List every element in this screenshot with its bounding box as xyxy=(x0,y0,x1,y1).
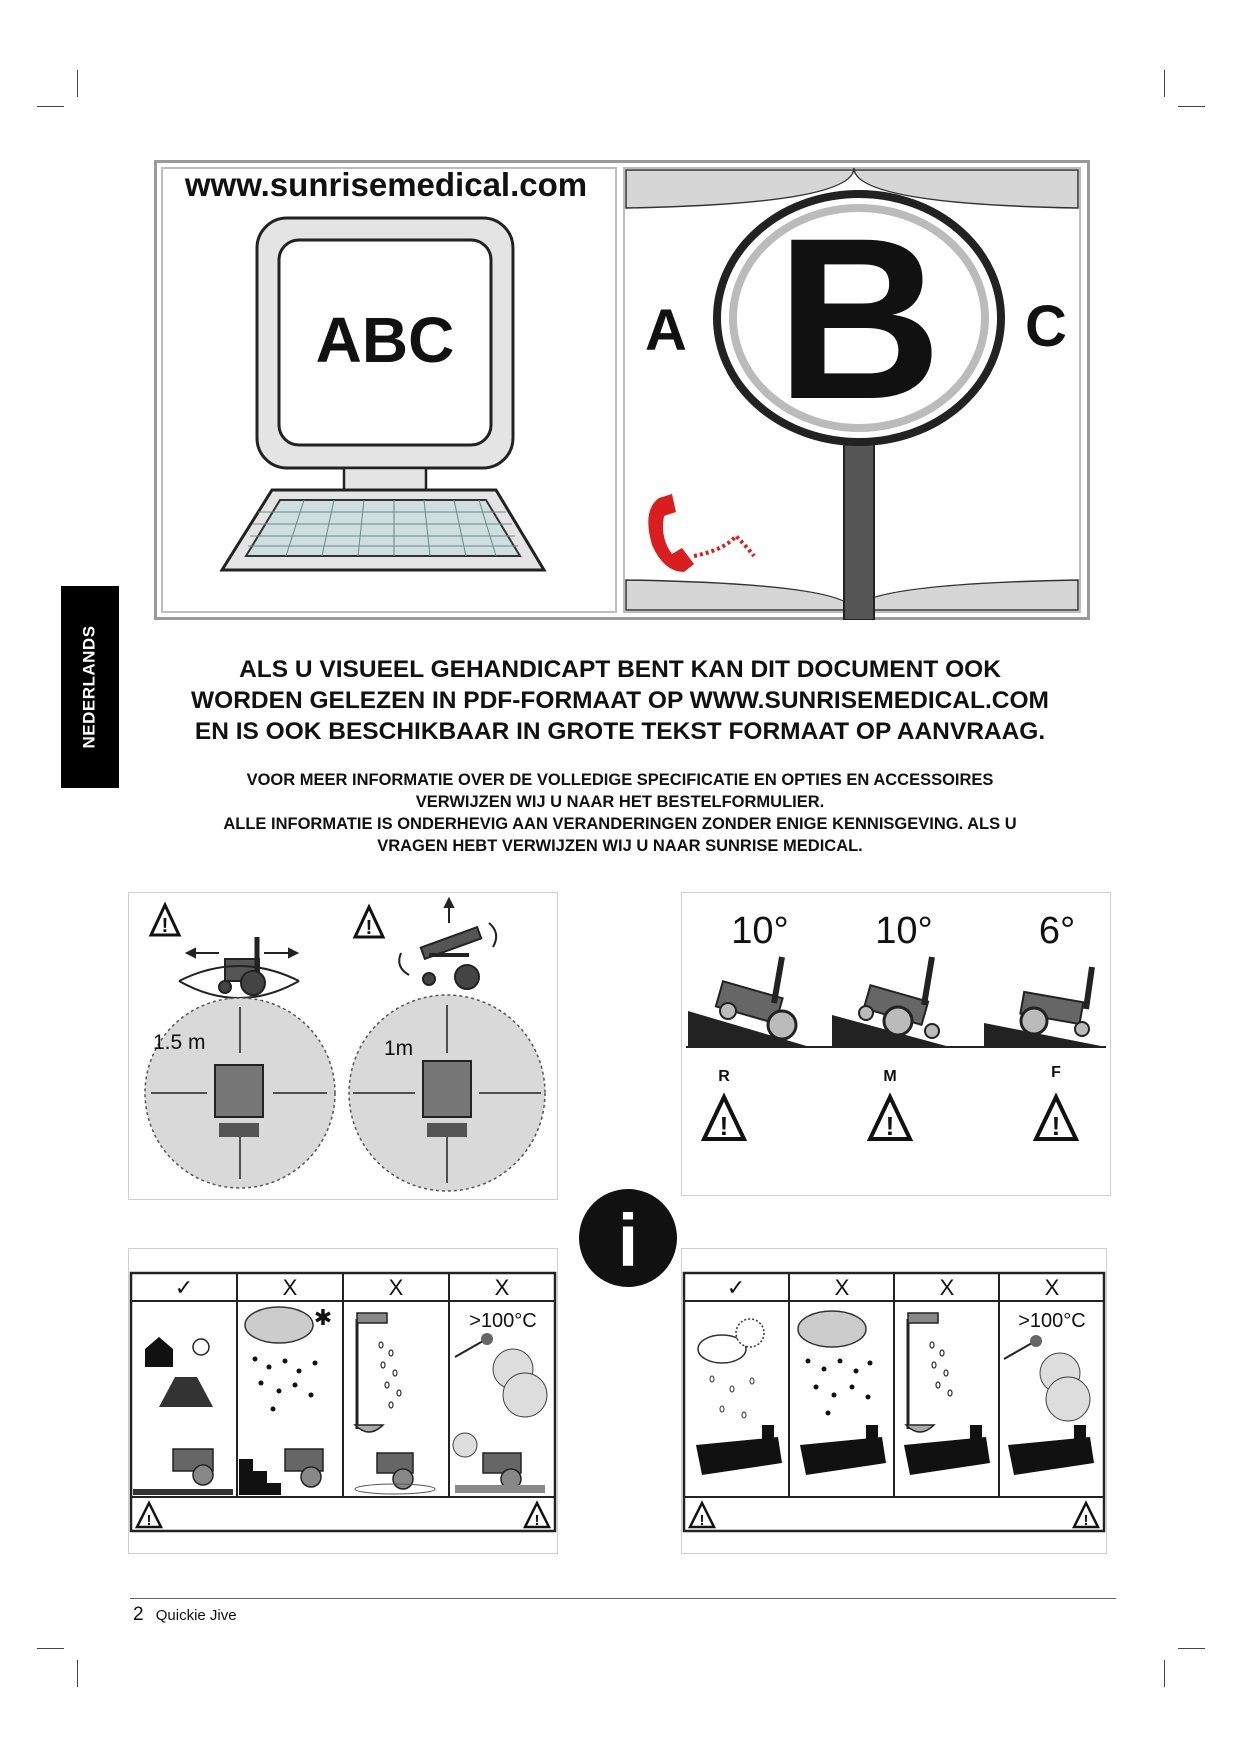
warning-icon xyxy=(704,1097,744,1141)
slope-angle: 10° xyxy=(875,910,933,952)
svg-text:!: ! xyxy=(161,915,169,937)
page-footer xyxy=(133,1604,237,1626)
svg-text:!: ! xyxy=(1051,1111,1061,1141)
information-notice xyxy=(130,769,1110,857)
letter-b: B xyxy=(775,190,943,447)
warning-icon xyxy=(151,905,179,937)
magnifier-icon xyxy=(624,168,1080,620)
info-symbol: i xyxy=(617,1199,639,1282)
crop-mark-top-left-h xyxy=(37,106,64,107)
notice-line: WORDEN GELEZEN IN PDF-FORMAAT OP WWW.SUNRISEMEDICAL.COM xyxy=(191,687,1049,714)
warning-icon xyxy=(1036,1097,1076,1141)
forbidden-mark: X xyxy=(939,1275,955,1300)
computer-icon xyxy=(162,166,616,612)
crop-mark-top-left-v xyxy=(77,70,78,97)
allowed-mark: ✓ xyxy=(726,1275,746,1300)
website-url: www.sunrisemedical.com xyxy=(184,166,588,203)
notice-line: ALS U VISUEEL GEHANDICAPT BENT KAN DIT DOCUMENT OOK xyxy=(239,656,1001,683)
info-line: VRAGEN HEBT VERWIJZEN WIJ U NAAR SUNRISE MEDICAL. xyxy=(377,837,863,855)
forbidden-mark: X xyxy=(1044,1275,1060,1300)
slope-wheelchair-rear xyxy=(688,957,810,1047)
language-tab xyxy=(61,586,119,788)
temperature-label: >100°C xyxy=(469,1310,537,1332)
slope-wheelchair-front xyxy=(984,967,1106,1047)
forbidden-mark: X xyxy=(388,1275,404,1300)
svg-text:!: ! xyxy=(719,1111,729,1141)
footer-divider xyxy=(130,1598,1116,1599)
info-icon xyxy=(578,1188,678,1288)
letter-c: C xyxy=(1025,294,1067,359)
svg-text:!: ! xyxy=(534,1512,540,1529)
screen-text: ABC xyxy=(315,304,455,376)
info-line: ALLE INFORMATIE IS ONDERHEVIG AAN VERANDERINGEN ZONDER ENIGE KENNISGEVING. ALS U xyxy=(223,815,1017,833)
forbidden-mark: X xyxy=(834,1275,850,1300)
slope-panel xyxy=(681,892,1111,1196)
drive-label-f: F xyxy=(1051,1064,1061,1081)
svg-text:!: ! xyxy=(885,1111,895,1141)
product-name: Quickie Jive xyxy=(155,1607,237,1624)
svg-text:!: ! xyxy=(146,1512,152,1529)
forbidden-mark: X xyxy=(494,1275,510,1300)
slope-angle: 10° xyxy=(731,910,789,952)
crop-mark-bottom-right-v xyxy=(1164,1660,1165,1687)
language-tab-label: NEDERLANDS xyxy=(80,625,99,749)
svg-text:✱: ✱ xyxy=(313,1305,333,1330)
crop-mark-top-right-h xyxy=(1178,106,1205,107)
drive-label-r: R xyxy=(718,1068,730,1085)
warning-icon xyxy=(355,907,383,939)
radius-label-small: 1m xyxy=(384,1037,414,1060)
accessibility-figure xyxy=(154,160,1090,620)
info-line: VERWIJZEN WIJ U NAAR HET BESTELFORMULIER. xyxy=(415,793,825,811)
page-number: 2 xyxy=(133,1604,144,1625)
svg-text:!: ! xyxy=(1083,1512,1089,1529)
turning-circle-small xyxy=(349,995,545,1191)
temperature-label: >100°C xyxy=(1018,1310,1086,1332)
turning-circle-large xyxy=(145,998,335,1188)
notice-line: EN IS OOK BESCHIKBAAR IN GROTE TEKST FORMAAT OP AANVRAAG. xyxy=(194,718,1046,745)
radius-label-large: 1.5 m xyxy=(153,1031,206,1054)
slope-wheelchair-mid xyxy=(832,957,950,1047)
crop-mark-bottom-left-h xyxy=(37,1648,64,1649)
turning-radius-panel xyxy=(128,892,558,1200)
svg-text:!: ! xyxy=(699,1512,705,1529)
crop-mark-bottom-right-h xyxy=(1178,1648,1205,1649)
forbidden-mark: X xyxy=(282,1275,298,1300)
svg-text:!: ! xyxy=(365,917,373,939)
wheelchair-reclining-icon xyxy=(399,899,496,989)
crop-mark-bottom-left-v xyxy=(77,1660,78,1687)
wheelchair-rotating-icon xyxy=(179,937,299,998)
accessibility-notice xyxy=(130,654,1110,747)
conditions-panel-right xyxy=(681,1248,1107,1554)
allowed-mark: ✓ xyxy=(174,1275,194,1300)
drive-label-m: M xyxy=(883,1068,897,1085)
conditions-panel-left xyxy=(128,1248,558,1554)
letter-a: A xyxy=(645,298,687,363)
crop-mark-top-right-v xyxy=(1164,70,1165,97)
info-line: VOOR MEER INFORMATIE OVER DE VOLLEDIGE SPECIFICATIE EN OPTIES EN ACCESSOIRES xyxy=(246,771,994,789)
warning-icon xyxy=(870,1097,910,1141)
slope-angle: 6° xyxy=(1038,910,1076,952)
